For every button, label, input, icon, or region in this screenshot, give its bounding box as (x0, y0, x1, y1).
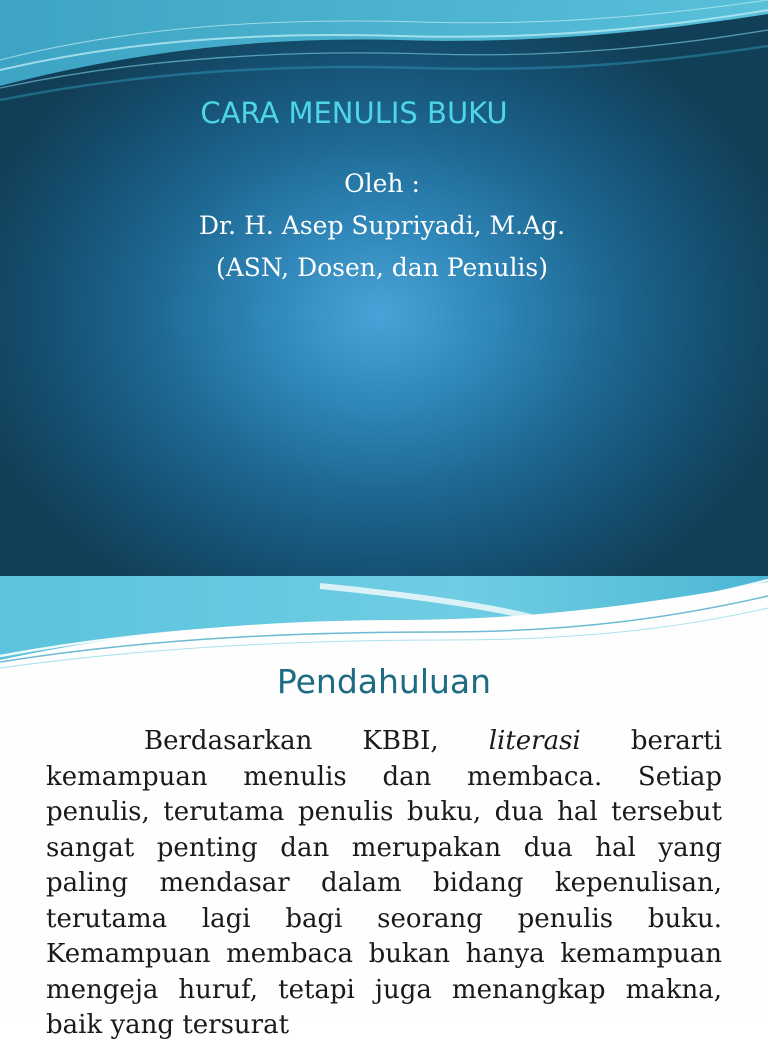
author-name: Dr. H. Asep Supriyadi, M.Ag. (198, 211, 566, 240)
content-slide (0, 576, 768, 1040)
body-text-rest: berarti kemampuan menulis dan membaca. Setiap penulis, terutama penulis buku, dua hal tersebut sangat penting dan merupakan dua hal yang paling mendasar dalam bidang kepenulisan, terutama lagi bagi seorang penulis buku. Kemampuan membaca bukan hanya kemampuan mengeja huruf, tetapi juga menangkap makna, baik yang tersurat (46, 726, 722, 1040)
slide-title: CARA MENULIS BUKU (200, 96, 508, 130)
body-text-italic-term: literasi (488, 726, 581, 756)
author-roles: (ASN, Dosen, dan Penulis) (215, 253, 549, 282)
slide-title: Pendahuluan (276, 662, 492, 701)
body-text-start: Berdasarkan KBBI, (144, 726, 489, 756)
body-paragraph (46, 724, 722, 1044)
author-label: Oleh : (344, 169, 420, 198)
wave-decoration-header (0, 576, 768, 676)
